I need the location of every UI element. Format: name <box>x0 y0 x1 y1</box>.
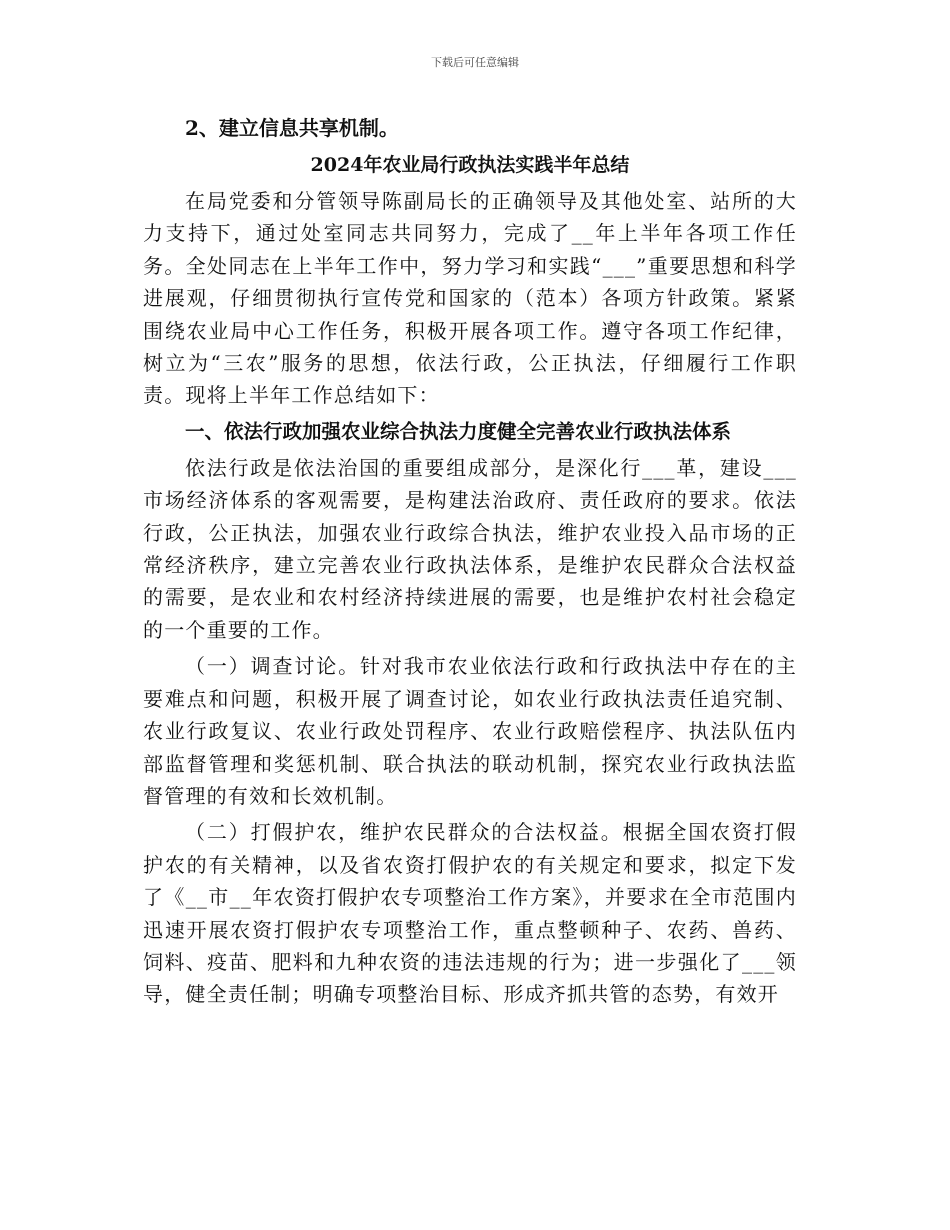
item-2-paragraph: （二）打假护农，维护农民群众的合法权益。根据全国农资打假护农的有关精神，以及省农资打假护农的有关规定和要求，拟定下发了《__市__年农资打假护农专项整治工作方案》，并要求在全市范围内迅速开展农资打假护农专项整治工作，重点整顿种子、农药、兽药、饲料、疫苗、肥料和九种农资的违法违规的行为；进一步强化了___领导，健全责任制；明确专项整治目标、形成齐抓共管的态势，有效开 <box>143 820 797 1007</box>
intro-paragraph: 在局党委和分管领导陈副局长的正确领导及其他处室、站所的大力支持下，通过处室同志共同努力，完成了__年上半年各项工作任务。全处同志在上半年工作中，努力学习和实践“___”重要思想和科学进展观，仔细贯彻执行宣传党和国家的（范本）各项方针政策。紧紧围绕农业局中心工作任务，积极开展各项工作。遵守各项工作纪律，树立为“三农”服务的思想，依法行政，公正执法，仔细履行工作职责。现将上半年工作总结如下： <box>143 189 797 408</box>
document-body <box>143 112 797 1015</box>
section-1-title: 一、依法行政加强农业综合执法力度健全完善农业行政执法体系 <box>185 419 732 443</box>
header-note: 下载后可任意编辑 <box>431 56 519 69</box>
subheading: 2、建立信息共享机制。 <box>185 116 399 140</box>
section-1-body: 依法行政是依法治国的重要组成部分，是深化行___革，建设___市场经济体系的客观需要，是构建法治政府、责任政府的要求。依法行政，公正执法，加强农业行政综合执法，维护农业投入品市场的正常经济秩序，建立完善农业行政执法体系，是维护农民群众合法权益的需要，是农业和农村经济持续进展的需要，也是维护农村社会稳定的一个重要的工作。 <box>143 455 797 642</box>
item-1-paragraph: （一）调查讨论。针对我市农业依法行政和行政执法中存在的主要难点和问题，积极开展了调查讨论，如农业行政执法责任追究制、农业行政复议、农业行政处罚程序、农业行政赔偿程序、执法队伍内部监督管理和奖惩机制、联合执法的联动机制，探究农业行政执法监督管理的有效和长效机制。 <box>143 654 797 808</box>
document-title: 2024年农业局行政执法实践半年总结 <box>310 154 630 176</box>
